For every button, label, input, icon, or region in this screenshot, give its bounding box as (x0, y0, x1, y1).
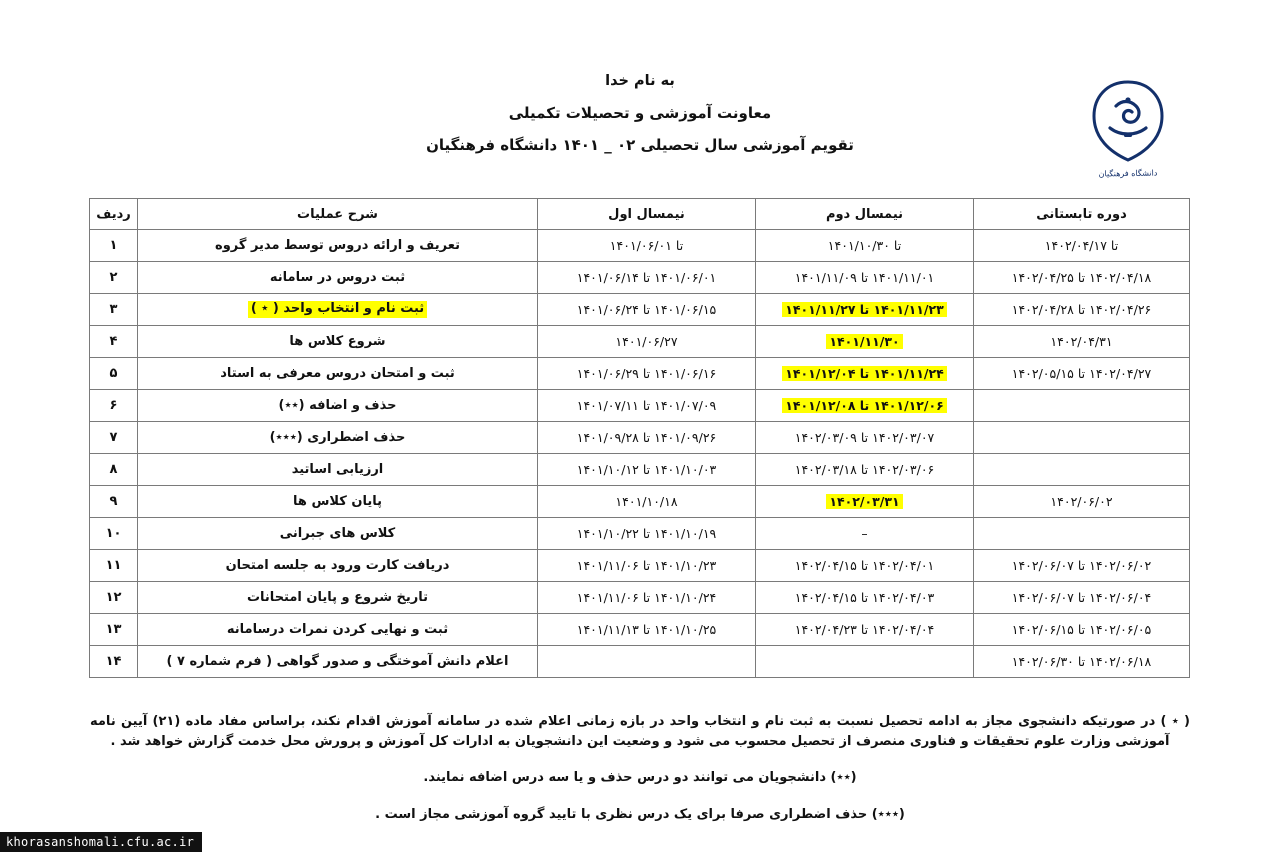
cell-second-semester: ۱۴۰۲/۰۴/۰۴ تا ۱۴۰۲/۰۴/۲۳ (756, 614, 974, 646)
cell-operation-description: تاریخ شروع و پایان امتحانات (138, 582, 538, 614)
cell-row-number: ۱۱ (90, 550, 138, 582)
highlighted-date: ۱۴۰۲/۰۳/۳۱ (826, 494, 902, 510)
cell-summer-term (974, 518, 1190, 550)
logo-caption: دانشگاه فرهنگیان (1098, 168, 1158, 179)
cell-row-number: ۳ (90, 294, 138, 326)
cell-first-semester: ۱۴۰۱/۰۶/۱۵ تا ۱۴۰۱/۰۶/۲۴ (538, 294, 756, 326)
cell-second-semester (756, 390, 974, 422)
cell-second-semester (756, 294, 974, 326)
cell-second-semester: تا ۱۴۰۱/۱۰/۳۰ (756, 230, 974, 262)
header-line-bismillah: به نام خدا (605, 73, 675, 89)
cell-row-number: ۱۲ (90, 582, 138, 614)
highlighted-date: ثبت نام و انتخاب واحد ( ٭ ) (248, 301, 427, 317)
cell-operation-description: ثبت دروس در سامانه (138, 262, 538, 294)
table-row (90, 486, 1190, 518)
cell-operation-description: ثبت و نهایی کردن نمرات درسامانه (138, 614, 538, 646)
header-line-calendar-title: تقویم آموزشی سال تحصیلی ۰۲ _ ۱۴۰۱ دانشگاه فرهنگیان (426, 135, 854, 154)
cell-first-semester: ۱۴۰۱/۰۹/۲۶ تا ۱۴۰۱/۰۹/۲۸ (538, 422, 756, 454)
cell-summer-term: ۱۴۰۲/۰۶/۰۲ تا ۱۴۰۲/۰۶/۰۷ (974, 550, 1190, 582)
cell-first-semester: ۱۴۰۱/۱۰/۲۵ تا ۱۴۰۱/۱۱/۱۳ (538, 614, 756, 646)
cell-second-semester (756, 486, 974, 518)
cell-first-semester: ۱۴۰۱/۱۰/۱۹ تا ۱۴۰۱/۱۰/۲۲ (538, 518, 756, 550)
logo-icon (1076, 76, 1180, 168)
cell-summer-term (974, 390, 1190, 422)
footnote-3: (٭٭٭) حذف اضطراری صرفا برای یک درس نظری با تایید گروه آموزشی مجاز است . (375, 806, 905, 822)
table-row (90, 646, 1190, 678)
cell-second-semester: ۱۴۰۲/۰۳/۰۶ تا ۱۴۰۲/۰۳/۱۸ (756, 454, 974, 486)
cell-row-number: ۲ (90, 262, 138, 294)
cell-second-semester: – (756, 518, 974, 550)
cell-row-number: ۱۰ (90, 518, 138, 550)
highlighted-date: ۱۴۰۱/۱۱/۲۴ تا ۱۴۰۱/۱۲/۰۴ (782, 366, 946, 382)
table-row (90, 582, 1190, 614)
cell-second-semester: ۱۴۰۱/۱۱/۰۱ تا ۱۴۰۱/۱۱/۰۹ (756, 262, 974, 294)
cell-second-semester (756, 646, 974, 678)
cell-row-number: ۹ (90, 486, 138, 518)
cell-summer-term: ۱۴۰۲/۰۶/۰۲ (974, 486, 1190, 518)
table-header-row (90, 199, 1190, 230)
cell-operation-description: اعلام دانش آموختگی و صدور گواهی ( فرم شماره ۷ ) (138, 646, 538, 678)
cell-row-number: ۱۴ (90, 646, 138, 678)
column-header-summer: دوره تابستانی (974, 199, 1190, 230)
table-row (90, 614, 1190, 646)
cell-row-number: ۴ (90, 326, 138, 358)
site-watermark: khorasanshomali.cfu.ac.ir (0, 832, 202, 852)
highlighted-date: ۱۴۰۱/۱۱/۲۳ تا ۱۴۰۱/۱۱/۲۷ (782, 302, 946, 318)
table-row (90, 230, 1190, 262)
footnotes (90, 712, 1190, 841)
cell-summer-term: ۱۴۰۲/۰۴/۳۱ (974, 326, 1190, 358)
table-row (90, 294, 1190, 326)
highlighted-date: ۱۴۰۱/۱۲/۰۶ تا ۱۴۰۱/۱۲/۰۸ (782, 398, 946, 414)
cell-summer-term (974, 454, 1190, 486)
cell-operation-description: دریافت کارت ورود به جلسه امتحان (138, 550, 538, 582)
cell-first-semester: ۱۴۰۱/۰۶/۱۶ تا ۱۴۰۱/۰۶/۲۹ (538, 358, 756, 390)
cell-operation-description: شروع کلاس ها (138, 326, 538, 358)
cell-first-semester: ۱۴۰۱/۰۶/۰۱ تا ۱۴۰۱/۰۶/۱۴ (538, 262, 756, 294)
cell-row-number: ۸ (90, 454, 138, 486)
table-body (90, 230, 1190, 678)
cell-operation-description (138, 294, 538, 326)
cell-second-semester: ۱۴۰۲/۰۴/۰۳ تا ۱۴۰۲/۰۴/۱۵ (756, 582, 974, 614)
cell-row-number: ۱۳ (90, 614, 138, 646)
cell-second-semester: ۱۴۰۲/۰۴/۰۱ تا ۱۴۰۲/۰۴/۱۵ (756, 550, 974, 582)
table-row (90, 326, 1190, 358)
table-row (90, 550, 1190, 582)
cell-summer-term: ۱۴۰۲/۰۴/۱۸ تا ۱۴۰۲/۰۴/۲۵ (974, 262, 1190, 294)
table-row (90, 422, 1190, 454)
cell-second-semester: ۱۴۰۲/۰۳/۰۷ تا ۱۴۰۲/۰۳/۰۹ (756, 422, 974, 454)
cell-operation-description: حذف اضطراری (٭٭٭) (138, 422, 538, 454)
cell-first-semester: ۱۴۰۱/۱۰/۲۳ تا ۱۴۰۱/۱۱/۰۶ (538, 550, 756, 582)
table-row (90, 518, 1190, 550)
cell-operation-description: ارزیابی اساتید (138, 454, 538, 486)
cell-row-number: ۷ (90, 422, 138, 454)
cell-row-number: ۵ (90, 358, 138, 390)
cell-second-semester (756, 326, 974, 358)
footnote-1: ( ٭ ) در صورتیکه دانشجوی مجاز به ادامه تحصیل نسبت به ثبت نام و انتخاب واحد در بازه زمانی اعلام شده در سامانه آموزش اقدام نکند، براساس مفاد ماده (۲۱) آیین نامه آموزشی وزارت علوم تحقیقات و فناوری منصرف از تحصیل محسوب می شود و وضعیت این دانشجویان به ادارات کل آموزش و پرورش محل خدمت گزارش خواهد شد . (90, 714, 1190, 749)
cell-first-semester: ۱۴۰۱/۰۷/۰۹ تا ۱۴۰۱/۰۷/۱۱ (538, 390, 756, 422)
cell-summer-term (974, 422, 1190, 454)
header-line-deputy: معاونت آموزشی و تحصیلات تکمیلی (508, 103, 772, 122)
cell-operation-description: ثبت و امتحان دروس معرفی به استاد (138, 358, 538, 390)
cell-operation-description: حذف و اضافه (٭٭) (138, 390, 538, 422)
cell-summer-term: ۱۴۰۲/۰۴/۲۷ تا ۱۴۰۲/۰۵/۱۵ (974, 358, 1190, 390)
column-header-semester1: نیمسال اول (538, 199, 756, 230)
column-header-operations: شرح عملیات (138, 199, 538, 230)
cell-operation-description: تعریف و ارائه دروس توسط مدیر گروه (138, 230, 538, 262)
footnote-2: (٭٭) دانشجویان می توانند دو درس حذف و یا سه درس اضافه نمایند. (423, 770, 857, 785)
cell-summer-term: ۱۴۰۲/۰۶/۰۵ تا ۱۴۰۲/۰۶/۱۵ (974, 614, 1190, 646)
table-row (90, 358, 1190, 390)
academic-calendar-table-wrap (90, 198, 1190, 678)
cell-first-semester: تا ۱۴۰۱/۰۶/۰۱ (538, 230, 756, 262)
column-header-semester2: نیمسال دوم (756, 199, 974, 230)
title-block (300, 74, 980, 170)
document-header (0, 62, 1280, 182)
academic-calendar-table (89, 198, 1190, 678)
cell-first-semester (538, 646, 756, 678)
cell-second-semester (756, 358, 974, 390)
column-header-row-number: ردیف (90, 199, 138, 230)
cell-summer-term: ۱۴۰۲/۰۴/۲۶ تا ۱۴۰۲/۰۴/۲۸ (974, 294, 1190, 326)
cell-first-semester: ۱۴۰۱/۱۰/۱۸ (538, 486, 756, 518)
table-row (90, 262, 1190, 294)
cell-first-semester: ۱۴۰۱/۱۰/۰۳ تا ۱۴۰۱/۱۰/۱۲ (538, 454, 756, 486)
cell-first-semester: ۱۴۰۱/۱۰/۲۴ تا ۱۴۰۱/۱۱/۰۶ (538, 582, 756, 614)
cell-operation-description: کلاس های جبرانی (138, 518, 538, 550)
cell-summer-term: ۱۴۰۲/۰۶/۰۴ تا ۱۴۰۲/۰۶/۰۷ (974, 582, 1190, 614)
cell-summer-term: تا ۱۴۰۲/۰۴/۱۷ (974, 230, 1190, 262)
table-row (90, 390, 1190, 422)
cell-first-semester: ۱۴۰۱/۰۶/۲۷ (538, 326, 756, 358)
university-logo (1076, 76, 1180, 186)
table-header (90, 199, 1190, 230)
cell-row-number: ۱ (90, 230, 138, 262)
cell-row-number: ۶ (90, 390, 138, 422)
cell-summer-term: ۱۴۰۲/۰۶/۱۸ تا ۱۴۰۲/۰۶/۳۰ (974, 646, 1190, 678)
cell-operation-description: پایان کلاس ها (138, 486, 538, 518)
table-row (90, 454, 1190, 486)
highlighted-date: ۱۴۰۱/۱۱/۳۰ (826, 334, 902, 350)
